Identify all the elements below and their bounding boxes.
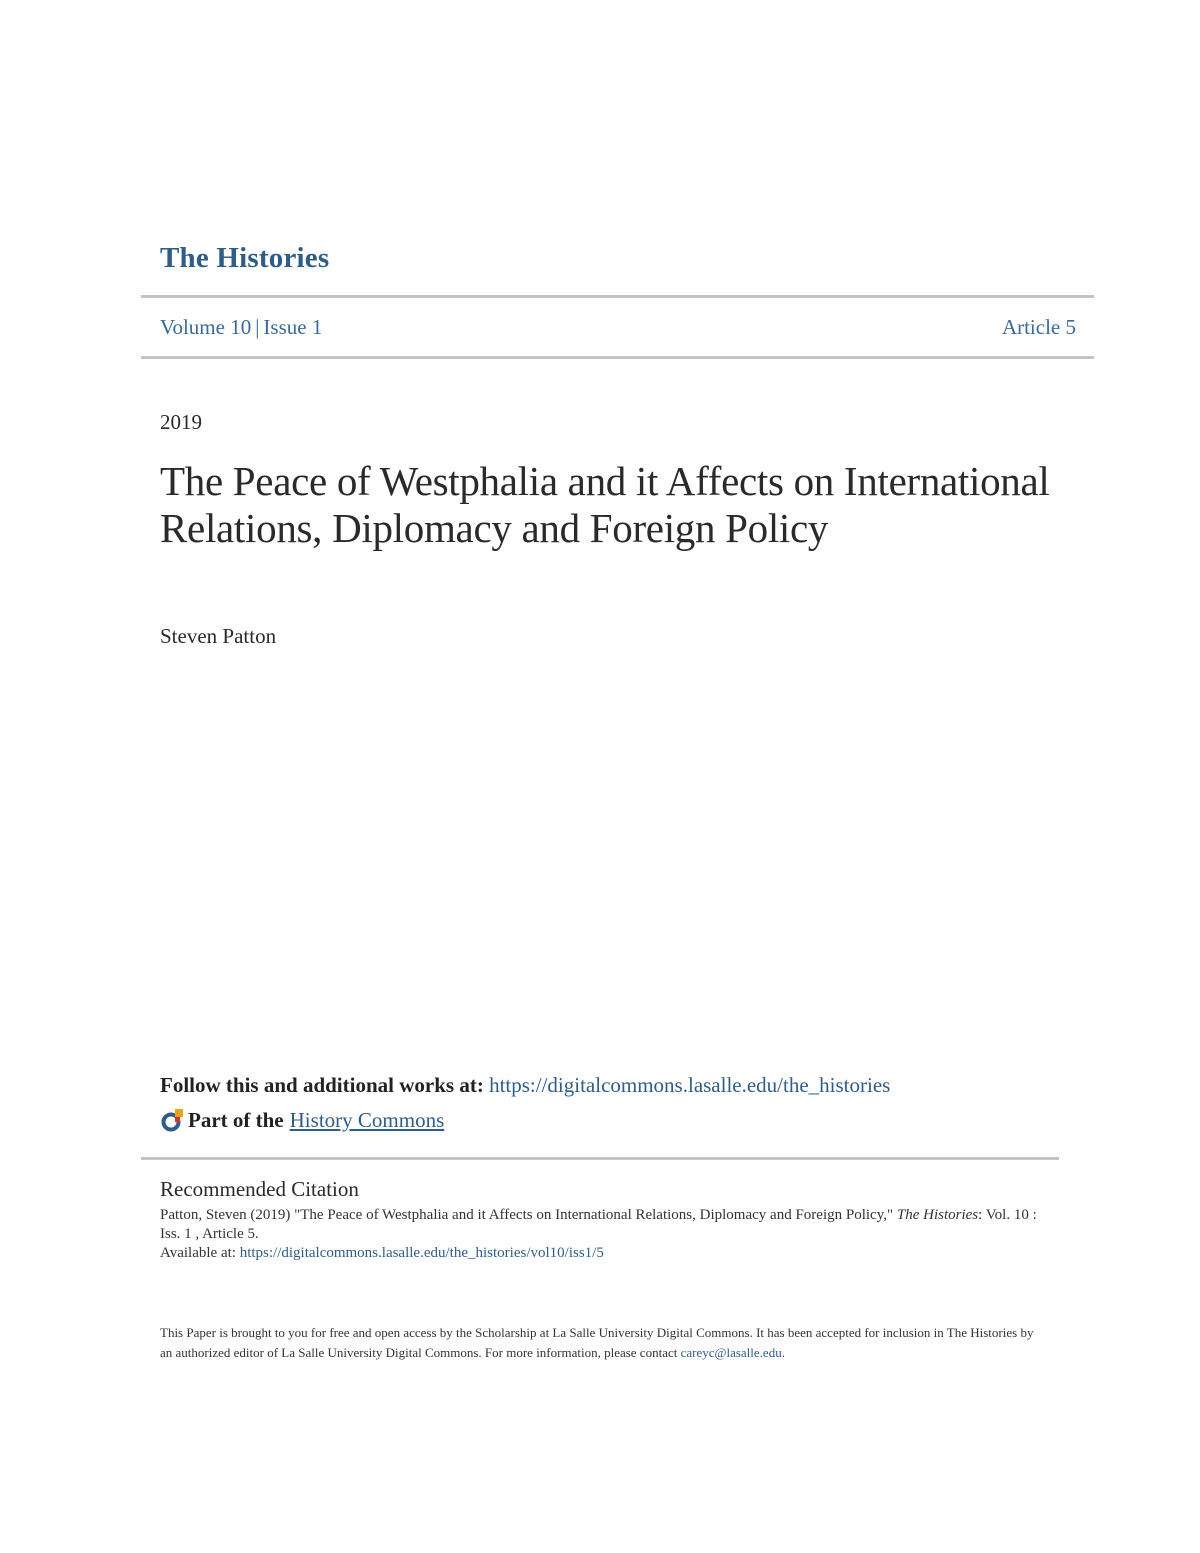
header-bottom-rule bbox=[141, 356, 1094, 359]
citation-prefix: Patton, Steven (2019) "The Peace of Westphalia and it Affects on International Relations, Diplomacy and Foreign Policy," bbox=[160, 1207, 897, 1223]
volume-link[interactable]: Volume 10 bbox=[160, 315, 252, 339]
journal-title[interactable]: The Histories bbox=[160, 242, 330, 274]
part-of-line bbox=[160, 1107, 444, 1133]
follow-label: Follow this and additional works at: bbox=[160, 1073, 484, 1097]
digital-commons-network-icon bbox=[160, 1107, 186, 1133]
available-label: Available at: bbox=[160, 1245, 236, 1261]
citation-rule bbox=[141, 1157, 1059, 1160]
citation-url-link[interactable]: https://digitalcommons.lasalle.edu/the_histories/vol10/iss1/5 bbox=[239, 1245, 604, 1261]
follow-works-line bbox=[160, 1073, 890, 1098]
recommended-citation-heading: Recommended Citation bbox=[160, 1177, 359, 1201]
header-top-rule bbox=[141, 295, 1094, 298]
volume-issue-line bbox=[160, 315, 322, 340]
citation-journal: The Histories bbox=[896, 1207, 979, 1223]
volume-issue-separator: | bbox=[255, 315, 260, 339]
notice-text: This Paper is brought to you for free and open access by the Scholarship at La Salle University Digital Commons. It has been accepted for inclusion in The Histories by an authorized editor of La Salle University Digital Commons. For more information, please contact bbox=[160, 1325, 1034, 1360]
notice-end: . bbox=[781, 1345, 785, 1360]
contact-email-link[interactable]: careyc@lasalle.edu bbox=[680, 1345, 782, 1360]
citation-suffix: : Vol. 10 : Iss. 1 , Article 5. bbox=[160, 1207, 1037, 1242]
paper-title: The Peace of Westphalia and it Affects on International Relations, Diplomacy and Foreign Policy bbox=[160, 458, 1050, 551]
publication-year: 2019 bbox=[160, 410, 202, 434]
follow-url-link[interactable]: https://digitalcommons.lasalle.edu/the_histories bbox=[489, 1073, 891, 1097]
citation-text bbox=[160, 1206, 1040, 1263]
issue-link[interactable]: Issue 1 bbox=[263, 315, 323, 339]
access-notice bbox=[160, 1323, 1040, 1363]
part-of-label: Part of the bbox=[188, 1107, 284, 1132]
author-name[interactable]: Steven Patton bbox=[160, 624, 277, 648]
history-commons-link[interactable]: History Commons bbox=[289, 1107, 445, 1132]
article-link[interactable]: Article 5 bbox=[1001, 315, 1076, 339]
